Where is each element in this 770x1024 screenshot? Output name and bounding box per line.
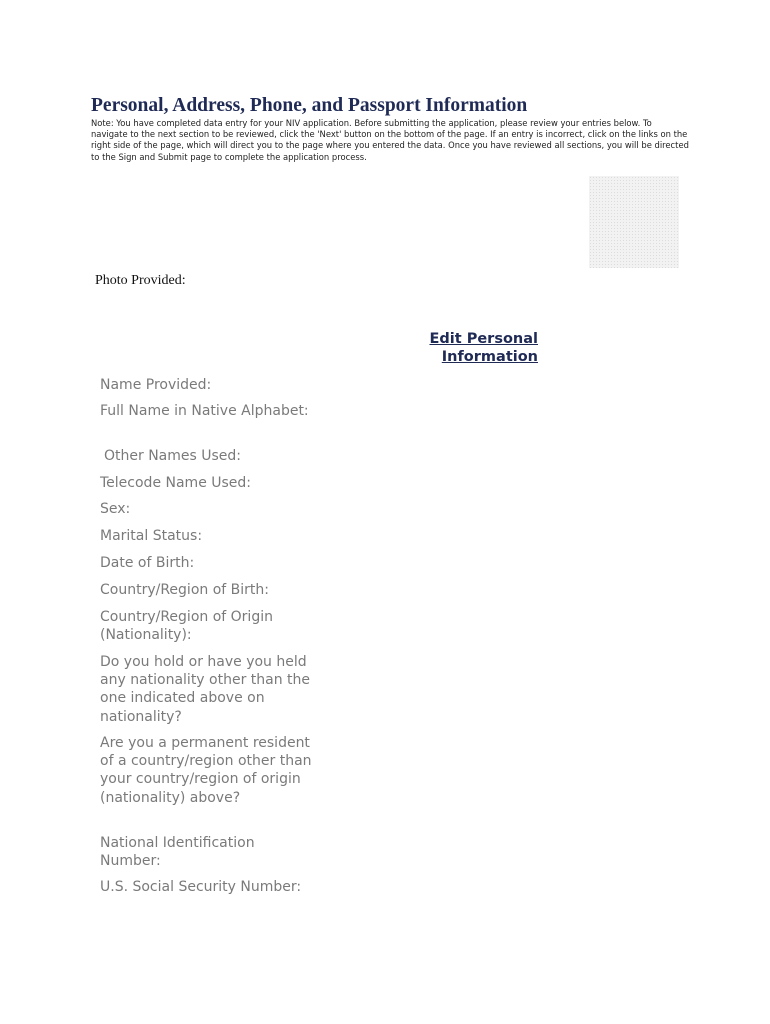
page-title: Personal, Address, Phone, and Passport Information: [91, 95, 528, 116]
name-provided-label: Name Provided:: [100, 377, 212, 393]
instructions-note: Note: You have completed data entry for your NIV application. Before submitting the application, please review your entries below. To navigate to the next section to be reviewed, click the 'Next' button on the bottom of the page. If an entry is incorrect, click on the links on the right side of the page, which will direct you to the page where you entered the data. Once you have reviewed all sections, you will be directed to the Sign and Submit page to complete the application process.: [91, 118, 689, 162]
marital-status-label: Marital Status:: [100, 528, 203, 544]
other-names-used-label: Other Names Used:: [104, 448, 242, 464]
applicant-photo: [589, 176, 679, 268]
national-id-number-label: National Identification Number:: [100, 835, 255, 870]
native-alphabet-name-label: Full Name in Native Alphabet:: [100, 403, 309, 419]
ssn-label: U.S. Social Security Number:: [100, 879, 302, 895]
edit-personal-information-link[interactable]: Edit Personal Information: [429, 331, 538, 365]
permanent-resident-question: Are you a permanent resident of a country/region other than your country/region of origin (nationality) above?: [100, 735, 312, 806]
other-nationality-question: Do you hold or have you held any nationality other than the one indicated above on nationality?: [100, 654, 311, 725]
date-of-birth-label: Date of Birth:: [100, 555, 195, 571]
nationality-label: Country/Region of Origin (Nationality):: [100, 609, 273, 644]
telecode-name-label: Telecode Name Used:: [100, 475, 252, 491]
photo-provided-label: Photo Provided:: [95, 273, 186, 288]
country-of-birth-label: Country/Region of Birth:: [100, 582, 269, 598]
sex-label: Sex:: [100, 501, 131, 517]
